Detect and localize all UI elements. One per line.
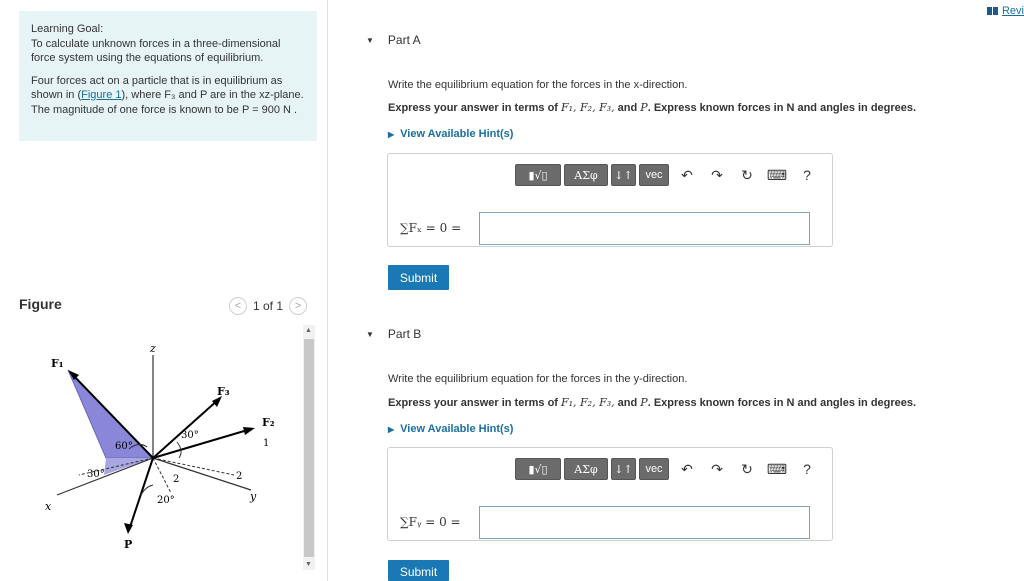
part-a-title: Part A [387, 33, 421, 47]
part-b-answer-input[interactable] [479, 506, 810, 539]
ratio-1: 1 [263, 438, 270, 449]
scroll-thumb[interactable] [304, 339, 314, 557]
figure-pager [229, 297, 307, 315]
angle-30-left: 30° [87, 469, 105, 480]
vector-button[interactable]: vec [639, 164, 669, 186]
angle-30-top: 30° [181, 430, 199, 441]
part-a-submit-button[interactable]: Submit [388, 265, 449, 290]
part-b-title: Part B [387, 327, 422, 341]
label-f3: F₃ [217, 385, 230, 398]
figure-link[interactable]: Figure 1 [81, 89, 122, 101]
label-z: z [150, 342, 156, 355]
part-b-equation-label: ∑Fᵧ = 0 = [400, 515, 461, 529]
review-link[interactable]: Revi [987, 5, 1024, 17]
scroll-up-icon[interactable]: ▲ [305, 327, 312, 334]
next-figure-button[interactable]: > [289, 297, 307, 315]
arrows-button[interactable]: ↓↑ [611, 458, 636, 480]
help-icon[interactable]: ? [803, 461, 811, 477]
label-x: x [45, 500, 52, 513]
prev-figure-button[interactable]: < [229, 297, 247, 315]
part-a-answer-box [387, 153, 833, 247]
math-toolbar [515, 456, 822, 482]
scroll-down-icon[interactable]: ▼ [305, 561, 312, 568]
keyboard-icon[interactable]: ⌨ [766, 166, 788, 183]
figure-scrollbar[interactable] [303, 325, 315, 570]
part-b-header[interactable] [366, 327, 421, 341]
templates-button[interactable]: ▮√▯ [515, 458, 561, 480]
part-b-express: Express your answer in terms of F₁, F₂, F₃, and P. Express known forces in N and angles in degrees. [388, 396, 917, 409]
learning-goal-panel [19, 11, 317, 141]
reset-icon[interactable]: ↻ [741, 460, 753, 477]
templates-button[interactable]: ▮√▯ [515, 164, 561, 186]
label-p: P [124, 538, 133, 551]
ratio-2b: 2 [236, 471, 243, 482]
part-a-instruction: Write the equilibrium equation for the forces in the x-direction. [388, 79, 688, 91]
part-a-express: Express your answer in terms of F₁, F₂, F₃, and P. Express known forces in N and angles in degrees. [388, 101, 917, 114]
learning-goal-text: To calculate unknown forces in a three-dimensional force system using the equations of equilibrium. [31, 37, 281, 64]
vector-button[interactable]: vec [639, 458, 669, 480]
part-a-equation-label: ∑Fₓ = 0 = [400, 221, 462, 235]
part-b-hint-toggle[interactable]: ▶ View Available Hint(s) [388, 423, 514, 435]
redo-icon[interactable]: ↷ [711, 166, 723, 183]
undo-icon[interactable]: ↶ [681, 460, 693, 477]
learning-goal-title: Learning Goal: [31, 23, 104, 35]
ratio-2a: 2 [173, 474, 180, 485]
label-f1: F₁ [51, 357, 64, 370]
redo-icon[interactable]: ↷ [711, 460, 723, 477]
part-a-header[interactable] [366, 33, 421, 47]
keyboard-icon[interactable]: ⌨ [766, 460, 788, 477]
part-a-hint-toggle[interactable]: ▶ View Available Hint(s) [388, 128, 514, 140]
figure-heading: Figure [19, 296, 62, 312]
part-a-answer-input[interactable] [479, 212, 810, 245]
greek-button[interactable]: ΑΣφ [564, 164, 608, 186]
math-toolbar [515, 162, 822, 188]
greek-button[interactable]: ΑΣφ [564, 458, 608, 480]
figure-page-indicator: 1 of 1 [253, 299, 284, 313]
help-icon[interactable]: ? [803, 167, 811, 183]
expand-triangle-icon: ▶ [388, 425, 395, 434]
label-f2: F₂ [262, 416, 275, 429]
undo-icon[interactable]: ↶ [681, 166, 693, 183]
part-b-answer-box [387, 447, 833, 541]
collapse-triangle-icon: ▼ [366, 35, 374, 45]
angle-60: 60° [115, 441, 133, 452]
part-b-instruction: Write the equilibrium equation for the forces in the y-direction. [388, 373, 688, 385]
arrows-button[interactable]: ↓↑ [611, 164, 636, 186]
force-diagram [19, 325, 303, 573]
review-icon [987, 7, 998, 15]
part-b-submit-button[interactable]: Submit [388, 560, 449, 581]
column-divider [327, 0, 328, 581]
problem-statement: Four forces act on a particle that is in equilibrium as shown in (Figure 1), where F₃ and P are in the xz-plane. The magnitude of one force is known to be P = 900 N . [31, 74, 304, 116]
angle-20: 20° [157, 495, 175, 506]
label-y: y [250, 490, 257, 503]
reset-icon[interactable]: ↻ [741, 166, 753, 183]
expand-triangle-icon: ▶ [388, 130, 395, 139]
collapse-triangle-icon: ▼ [366, 329, 374, 339]
